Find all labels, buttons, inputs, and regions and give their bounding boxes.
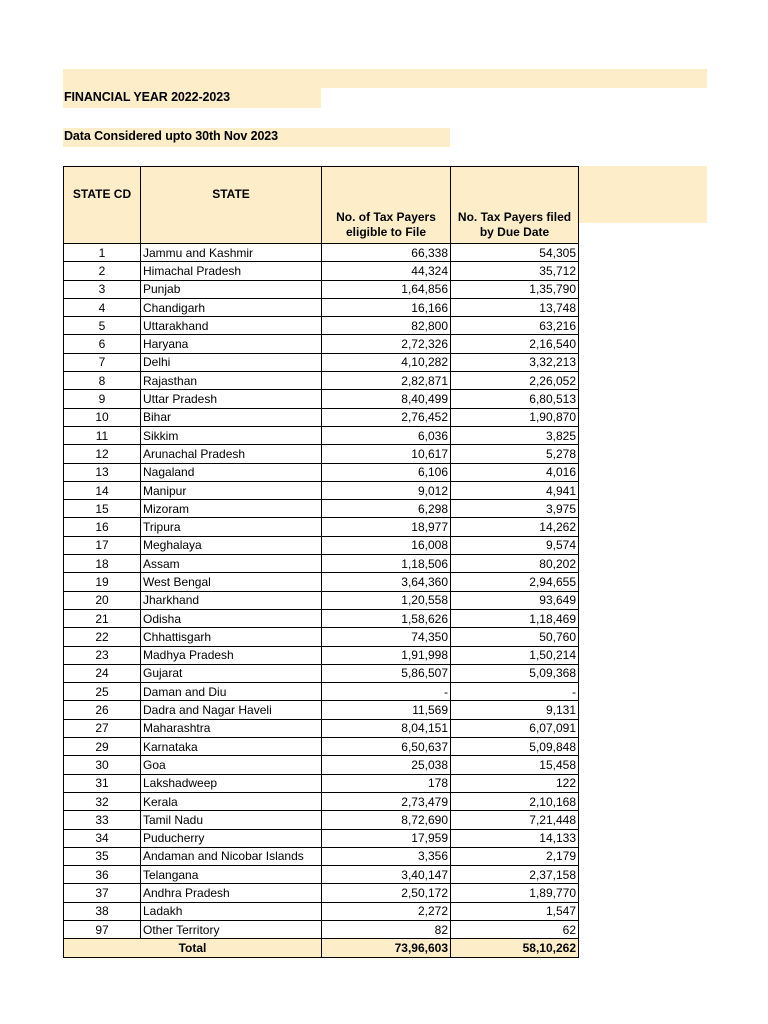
state-name-cell: Chandigarh [141,298,322,316]
state-cd-cell: 8 [64,372,141,390]
filed-count-cell: 1,35,790 [451,280,579,298]
table-row [64,902,579,920]
column-header-state-cd: STATE CD [64,167,141,244]
state-name-cell: Lakshadweep [141,774,322,792]
state-name-cell: Himachal Pradesh [141,262,322,280]
header-side-band [578,166,707,223]
state-name-cell: Nagaland [141,463,322,481]
table-row [64,683,579,701]
state-name-cell: Manipur [141,481,322,499]
state-cd-cell: 24 [64,664,141,682]
state-name-cell: Gujarat [141,664,322,682]
eligible-count-cell: 1,91,998 [322,646,451,664]
eligible-count-cell: 8,40,499 [322,390,451,408]
state-cd-cell: 1 [64,244,141,262]
table-row [64,390,579,408]
table-header-row [64,167,579,244]
filed-count-cell: 54,305 [451,244,579,262]
state-cd-cell: 30 [64,756,141,774]
state-cd-cell: 11 [64,426,141,444]
filed-count-cell: 2,94,655 [451,573,579,591]
table-row [64,408,579,426]
filed-count-cell: 9,131 [451,701,579,719]
filed-count-cell: 15,458 [451,756,579,774]
column-header-eligible: No. of Tax Payers eligible to File [322,167,451,244]
table-row [64,774,579,792]
state-cd-cell: 2 [64,262,141,280]
state-name-cell: Kerala [141,792,322,810]
eligible-count-cell: 2,50,172 [322,884,451,902]
table-row [64,628,579,646]
eligible-count-cell: 10,617 [322,445,451,463]
total-filed: 58,10,262 [451,939,579,957]
state-cd-cell: 5 [64,317,141,335]
state-cd-cell: 20 [64,591,141,609]
eligible-count-cell: 1,20,558 [322,591,451,609]
filed-count-cell: 1,50,214 [451,646,579,664]
state-name-cell: Goa [141,756,322,774]
table-row [64,244,579,262]
state-cd-cell: 36 [64,866,141,884]
table-row [64,664,579,682]
state-name-cell: Maharashtra [141,719,322,737]
table-row [64,884,579,902]
eligible-count-cell: 6,106 [322,463,451,481]
state-cd-cell: 26 [64,701,141,719]
eligible-count-cell: 2,72,326 [322,335,451,353]
state-cd-cell: 38 [64,902,141,920]
state-cd-cell: 29 [64,738,141,756]
state-name-cell: Punjab [141,280,322,298]
state-cd-cell: 6 [64,335,141,353]
eligible-count-cell: 3,40,147 [322,866,451,884]
state-cd-cell: 17 [64,536,141,554]
total-row [64,939,579,957]
state-name-cell: Mizoram [141,500,322,518]
state-cd-cell: 97 [64,920,141,938]
eligible-count-cell: 17,959 [322,829,451,847]
table-row [64,536,579,554]
state-cd-cell: 23 [64,646,141,664]
state-name-cell: Meghalaya [141,536,322,554]
eligible-count-cell: 9,012 [322,481,451,499]
table-row [64,847,579,865]
filed-count-cell: 2,10,168 [451,792,579,810]
filed-count-cell: 2,16,540 [451,335,579,353]
state-cd-cell: 16 [64,518,141,536]
eligible-count-cell: 11,569 [322,701,451,719]
state-name-cell: Daman and Diu [141,683,322,701]
filed-count-cell: 62 [451,920,579,938]
filed-count-cell: 35,712 [451,262,579,280]
table-row [64,481,579,499]
filed-count-cell: 3,825 [451,426,579,444]
table-row [64,500,579,518]
state-cd-cell: 32 [64,792,141,810]
total-label: Total [64,939,322,957]
table-row [64,829,579,847]
table-row [64,280,579,298]
table-row [64,335,579,353]
eligible-count-cell: 16,166 [322,298,451,316]
state-name-cell: Rajasthan [141,372,322,390]
filed-count-cell: 6,07,091 [451,719,579,737]
table-row [64,646,579,664]
filed-count-cell: - [451,683,579,701]
filed-count-cell: 7,21,448 [451,811,579,829]
filed-count-cell: 3,975 [451,500,579,518]
column-header-state: STATE [141,167,322,244]
state-name-cell: Tripura [141,518,322,536]
eligible-count-cell: 2,76,452 [322,408,451,426]
filed-count-cell: 63,216 [451,317,579,335]
table-row [64,609,579,627]
table-row [64,555,579,573]
table-row [64,701,579,719]
eligible-count-cell: 18,977 [322,518,451,536]
state-name-cell: Sikkim [141,426,322,444]
table-row [64,719,579,737]
filed-count-cell: 5,278 [451,445,579,463]
state-cd-cell: 7 [64,353,141,371]
state-cd-cell: 27 [64,719,141,737]
eligible-count-cell: 8,72,690 [322,811,451,829]
eligible-count-cell: 2,82,871 [322,372,451,390]
filed-count-cell: 5,09,848 [451,738,579,756]
table-row [64,445,579,463]
filed-count-cell: 1,547 [451,902,579,920]
filed-count-cell: 1,89,770 [451,884,579,902]
table-row [64,426,579,444]
eligible-count-cell: 1,58,626 [322,609,451,627]
eligible-count-cell: 6,50,637 [322,738,451,756]
table-row [64,372,579,390]
state-cd-cell: 33 [64,811,141,829]
table-row [64,262,579,280]
state-cd-cell: 22 [64,628,141,646]
table-row [64,518,579,536]
eligible-count-cell: 66,338 [322,244,451,262]
state-cd-cell: 9 [64,390,141,408]
eligible-count-cell: 4,10,282 [322,353,451,371]
table-row [64,353,579,371]
state-cd-cell: 3 [64,280,141,298]
filed-count-cell: 13,748 [451,298,579,316]
filed-count-cell: 2,37,158 [451,866,579,884]
eligible-count-cell: 1,18,506 [322,555,451,573]
state-cd-cell: 18 [64,555,141,573]
filed-count-cell: 6,80,513 [451,390,579,408]
table-row [64,811,579,829]
eligible-count-cell: 82 [322,920,451,938]
state-cd-cell: 19 [64,573,141,591]
header-band [63,69,707,88]
state-name-cell: Bihar [141,408,322,426]
table-row [64,463,579,481]
state-name-cell: West Bengal [141,573,322,591]
eligible-count-cell: 16,008 [322,536,451,554]
state-name-cell: Jammu and Kashmir [141,244,322,262]
table-row [64,792,579,810]
eligible-count-cell: 25,038 [322,756,451,774]
eligible-count-cell: 82,800 [322,317,451,335]
table-row [64,920,579,938]
state-cd-cell: 34 [64,829,141,847]
table-row [64,591,579,609]
state-cd-cell: 37 [64,884,141,902]
state-cd-cell: 15 [64,500,141,518]
eligible-count-cell: 5,86,507 [322,664,451,682]
state-cd-cell: 21 [64,609,141,627]
state-cd-cell: 31 [64,774,141,792]
state-cd-cell: 13 [64,463,141,481]
financial-year-label: FINANCIAL YEAR 2022-2023 [64,90,230,104]
table-row [64,573,579,591]
state-name-cell: Uttar Pradesh [141,390,322,408]
state-name-cell: Other Territory [141,920,322,938]
filed-count-cell: 2,179 [451,847,579,865]
eligible-count-cell: 74,350 [322,628,451,646]
state-cd-cell: 12 [64,445,141,463]
state-cd-cell: 35 [64,847,141,865]
state-name-cell: Puducherry [141,829,322,847]
filed-count-cell: 1,90,870 [451,408,579,426]
state-name-cell: Chhattisgarh [141,628,322,646]
state-name-cell: Andhra Pradesh [141,884,322,902]
table-row [64,866,579,884]
eligible-count-cell: 178 [322,774,451,792]
filed-count-cell: 14,133 [451,829,579,847]
eligible-count-cell: 44,324 [322,262,451,280]
state-name-cell: Ladakh [141,902,322,920]
filed-count-cell: 1,18,469 [451,609,579,627]
eligible-count-cell: 2,272 [322,902,451,920]
state-cd-cell: 14 [64,481,141,499]
state-name-cell: Telangana [141,866,322,884]
filed-count-cell: 14,262 [451,518,579,536]
state-name-cell: Dadra and Nagar Haveli [141,701,322,719]
table-row [64,298,579,316]
eligible-count-cell: 3,356 [322,847,451,865]
eligible-count-cell: 2,73,479 [322,792,451,810]
filed-count-cell: 9,574 [451,536,579,554]
tax-payers-table [63,166,579,958]
state-name-cell: Jharkhand [141,591,322,609]
state-name-cell: Andaman and Nicobar Islands [141,847,322,865]
eligible-count-cell: 8,04,151 [322,719,451,737]
filed-count-cell: 80,202 [451,555,579,573]
state-name-cell: Odisha [141,609,322,627]
state-name-cell: Madhya Pradesh [141,646,322,664]
filed-count-cell: 4,016 [451,463,579,481]
column-header-filed: No. Tax Payers filed by Due Date [451,167,579,244]
filed-count-cell: 93,649 [451,591,579,609]
table-body [64,244,579,939]
filed-count-cell: 2,26,052 [451,372,579,390]
total-eligible: 73,96,603 [322,939,451,957]
eligible-count-cell: 6,036 [322,426,451,444]
state-name-cell: Delhi [141,353,322,371]
state-cd-cell: 25 [64,683,141,701]
state-name-cell: Arunachal Pradesh [141,445,322,463]
eligible-count-cell: 1,64,856 [322,280,451,298]
table-row [64,756,579,774]
table-row [64,317,579,335]
filed-count-cell: 50,760 [451,628,579,646]
state-name-cell: Uttarakhand [141,317,322,335]
filed-count-cell: 3,32,213 [451,353,579,371]
eligible-count-cell: 6,298 [322,500,451,518]
eligible-count-cell: - [322,683,451,701]
state-cd-cell: 4 [64,298,141,316]
state-name-cell: Haryana [141,335,322,353]
table-row [64,738,579,756]
state-name-cell: Assam [141,555,322,573]
filed-count-cell: 122 [451,774,579,792]
state-name-cell: Karnataka [141,738,322,756]
data-considered-label: Data Considered upto 30th Nov 2023 [64,129,279,143]
state-cd-cell: 10 [64,408,141,426]
state-name-cell: Tamil Nadu [141,811,322,829]
eligible-count-cell: 3,64,360 [322,573,451,591]
filed-count-cell: 5,09,368 [451,664,579,682]
filed-count-cell: 4,941 [451,481,579,499]
